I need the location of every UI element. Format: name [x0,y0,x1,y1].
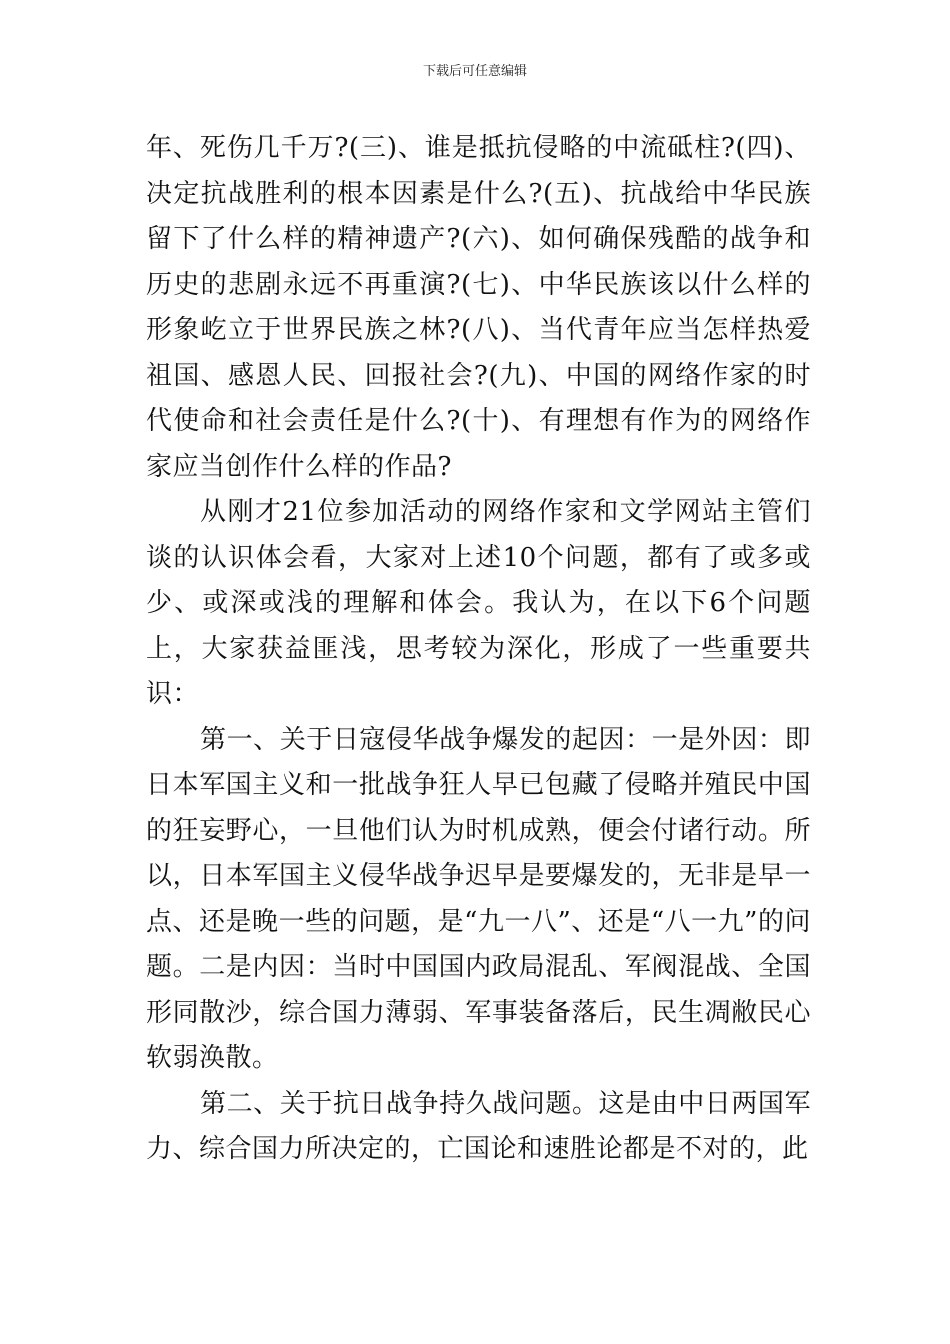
document-body [146,126,811,1173]
paragraph-consensus-intro: 从刚才21位参加活动的网络作家和文学网站主管们谈的认识体会看，大家对上述10个问题，都有了或多或少、或深或浅的理解和体会。我认为，在以下6个问题上，大家获益匪浅，思考较为深化，形成了一些重要共识： [146,497,811,709]
paragraph-second-point: 第二、关于抗日战争持久战问题。这是由中日两国军力、综合国力所决定的，亡国论和速胜论都是不对的，此 [146,1088,811,1164]
paragraph-first-point: 第一、关于日寇侵华战争爆发的起因：一是外因：即日本军国主义和一批战争狂人早已包藏了侵略并殖民中国的狂妄野心，一旦他们认为时机成熟，便会付诸行动。所以，日本军国主义侵华战争迟早是要爆发的，无非是早一点、还是晚一些的问题，是“九一八”、还是“八一九”的问题。二是内因：当时中国国内政局混乱、军阀混战、全国形同散沙，综合国力薄弱、军事装备落后，民生凋敝民心软弱涣散。 [146,724,811,1073]
page-header: 下载后可任意编辑 [422,64,527,79]
paragraph-questions-continued: 年、死伤几千万?(三)、谁是抵抗侵略的中流砥柱?(四)、决定抗战胜利的根本因素是什么?(五)、抗战给中华民族留下了什么样的精神遗产?(六)、如何确保残酷的战争和历史的悲剧永远不再重演?(七)、中华民族该以什么样的形象屹立于世界民族之林?(八)、当代青年应当怎样热爱祖国、感恩人民、回报社会?(九)、中国的网络作家的时代使命和社会责任是什么?(十)、有理想有作为的网络作家应当创作什么样的作品? [146,133,811,482]
